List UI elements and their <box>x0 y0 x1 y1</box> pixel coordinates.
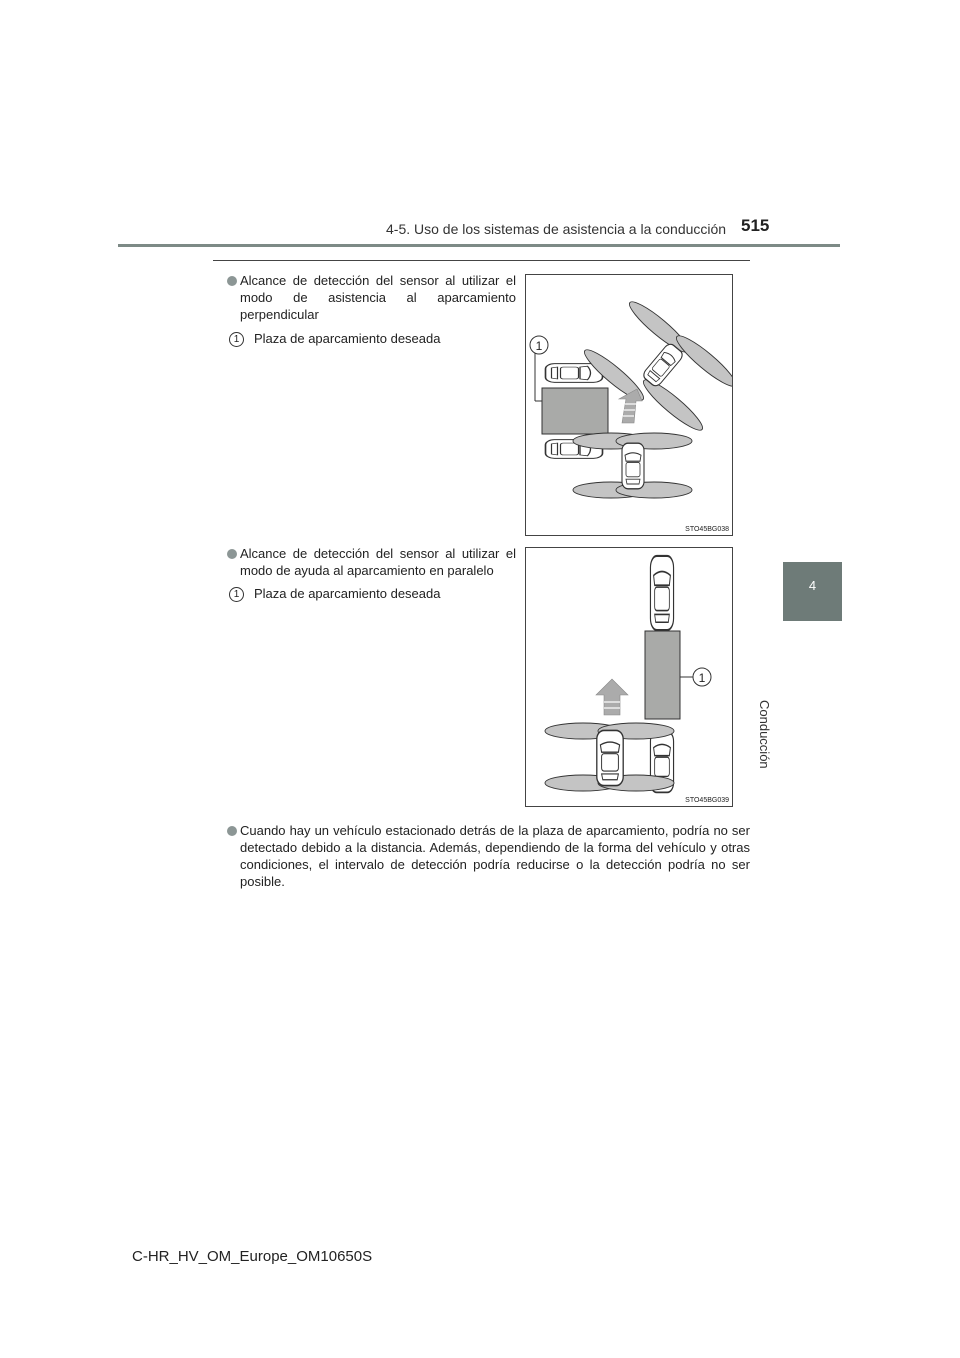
bullet-text: Cuando hay un vehículo estacionado detrás de la plaza de aparcamiento, podría no ser detectado debido a la distancia. Además, dependiendo de la forma del vehículo y otras condiciones, el intervalo de detección podría reducirse o la detección podría no ser posible. <box>240 823 750 889</box>
bullet-note <box>240 822 750 890</box>
direction-arrow-icon <box>619 389 642 423</box>
chapter-number: 4 <box>808 578 817 593</box>
figure-parallel-parking <box>525 547 733 807</box>
maneuvering-car <box>641 342 684 388</box>
target-parking-space <box>645 631 680 719</box>
own-car <box>597 730 623 785</box>
chapter-tab <box>783 562 842 621</box>
bullet-dot <box>227 549 237 559</box>
bullet-dot <box>227 826 237 836</box>
callout-number: 1 <box>535 339 543 353</box>
direction-arrow-icon <box>596 679 628 715</box>
bullet-text: Alcance de detección del sensor al utilizar el modo de ayuda al aparcamiento en paralelo <box>240 546 516 578</box>
parked-car-front <box>650 556 673 630</box>
legend-perpendicular <box>229 331 440 347</box>
bullet-dot <box>227 276 237 286</box>
legend-parallel <box>229 586 440 602</box>
chapter-label: Conducción <box>757 700 772 769</box>
header-rule <box>118 244 840 247</box>
bullet-perpendicular <box>240 272 516 323</box>
bullet-parallel <box>240 545 516 579</box>
target-parking-space <box>542 388 608 434</box>
content-rule <box>213 260 750 261</box>
bullet-text: Alcance de detección del sensor al utilizar el modo de asistencia al aparcamiento perpendicular <box>240 273 516 322</box>
legend-number: 1 <box>229 332 244 347</box>
figure-perpendicular-parking <box>525 274 733 536</box>
legend-text: Plaza de aparcamiento deseada <box>254 586 441 601</box>
figure-code: STO45BG038 <box>685 526 729 533</box>
document-id: C-HR_HV_OM_Europe_OM10650S <box>132 1248 373 1265</box>
sensor-lobe <box>672 330 732 391</box>
legend-number: 1 <box>229 587 244 602</box>
section-title: 4-5. Uso de los sistemas de asistencia a la conducción <box>386 221 727 237</box>
page-number: 515 <box>741 216 770 235</box>
figure-code: STO45BG039 <box>685 797 729 804</box>
own-car <box>622 443 644 489</box>
callout-number: 1 <box>698 671 706 685</box>
sensor-lobe <box>639 374 708 435</box>
legend-text: Plaza de aparcamiento deseada <box>254 331 441 346</box>
